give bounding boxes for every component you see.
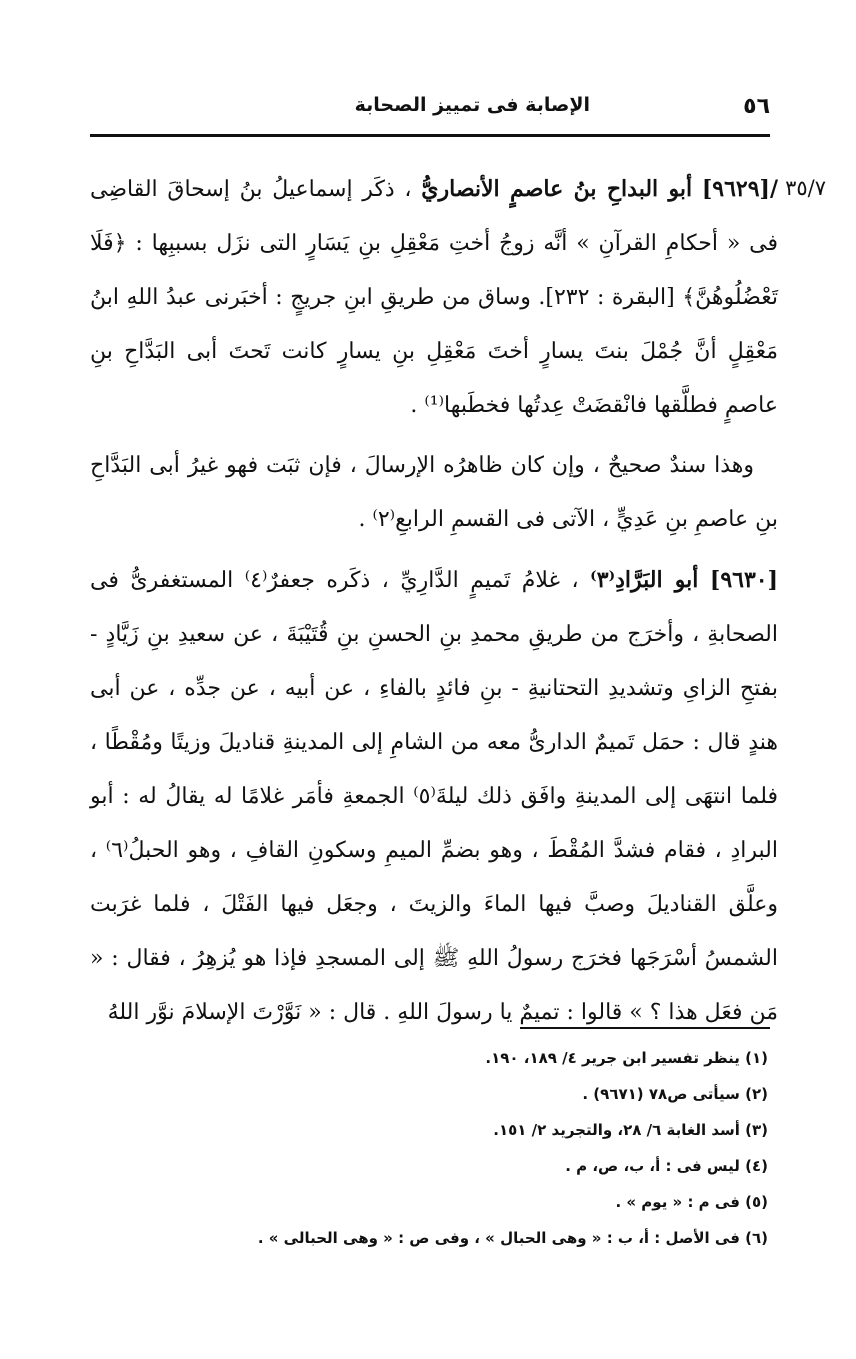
entry-name: أبو البداحِ بنُ عاصمٍ الأنصاريُّ (421, 176, 693, 202)
footnote: (٢) سيأتى ص٧٨ (٩٦٧١) . (582, 1085, 768, 1103)
entry-9629-comment: وهذا سندٌ صحيحٌ ، وإن كان ظاهرُه الإرسالَ ، فإن ثبَت فهو غيرُ أبى البَدَّاحِ بنِ عاصمِ بنِ عَدِيٍّ ، الآتى فى القسمِ الرابعِ⁽٢⁾ . (90, 453, 778, 532)
footnote: (٤) ليس فى : أ، ب، ص، م . (565, 1157, 768, 1175)
entry-number: [٩٦٣٠] (709, 567, 778, 593)
entry-number: /[٩٦٢٩] (701, 176, 778, 202)
header-rule (90, 134, 770, 137)
footnotes (90, 1040, 768, 1256)
footnote-rule (520, 1027, 770, 1029)
footnote: (٥) فى م : « يوم » . (615, 1193, 768, 1211)
page-number: ٥٦ (743, 94, 770, 119)
entry-9629-paragraph (90, 162, 778, 433)
main-text (90, 162, 778, 1046)
entry-text: ، غلامُ تَميمٍ الدَّارِيِّ ، ذكَره جعفرٌ⁽٤⁾ المستغفرىُّ فى الصحابةِ ، وأخرَج من طريقِ محمدِ بنِ الحسنِ بنِ قُتَيْبَةَ ، عن سعيدِ بنِ زَيَّادٍ - بفتحِ الزاىِ وتشديدِ التحتانيةِ - بنِ فائدٍ بالفاءِ ، عن أبيه ، عن جدِّه ، عن أبى هندٍ قال : حمَل تَميمٌ الدارىُّ معه من الشامِ إلى المدينةِ قناديلَ وزيتًا ومُقْطًا ، فلما انتهَى إلى المدينةِ وافَق ذلك ليلةَ⁽٥⁾ الجمعةِ فأمَر غلامًا له يقالُ له : أبو البرادِ ، فقام فشدَّ المُقْطَ ، وهو بضمِّ الميمِ وسكونِ القافِ ، وهو الحبلُ⁽٦⁾ ، وعلَّق القناديلَ وصبَّ فيها الماءَ والزيتَ ، وجعَل فيها الفَتْلَ ، فلما غرَبت الشمسُ أسْرَجَها فخرَج رسولُ اللهِ ﷺ إلى المسجدِ فإذا هو يُزهِرُ ، فقال : « مَن فعَل هذا ؟ » قالوا : تميمٌ يا رسولَ اللهِ . قال : « نَوَّرْتَ الإسلامَ نوَّر اللهُ (90, 568, 779, 1025)
entry-9630-paragraph (90, 553, 778, 1040)
footnote: (١) ينظر تفسير ابن جرير ٤/ ١٨٩، ١٩٠. (485, 1049, 768, 1067)
margin-reference: ٣٥/٧ (785, 176, 826, 200)
footnote: (٣) أسد الغابة ٦/ ٢٨، والتجريد ٢/ ١٥١. (493, 1121, 768, 1139)
page-header (90, 88, 770, 128)
entry-name: أبو البَرَّادِ⁽٣⁾ (590, 567, 699, 593)
footnote: (٦) فى الأصل : أ، ب : « وهى الحبال » ، وفى ص : « وهى الحبالى » . (257, 1229, 768, 1247)
running-title: الإصابة فى تمييز الصحابة (354, 94, 590, 116)
entry-text: ، ذكَر إسماعيلُ بنُ إسحاقَ القاضِى فى « أحكامِ القرآنِ » أنَّه زوجُ أختِ مَعْقِلِ بنِ يَسَارٍ التى نزَل بسببِها : ﴿فَلَا تَعْضُلُوهُنَّ﴾ [البقرة : ٢٣٢]. وساق من طريقِ ابنِ جريجٍ : أخبَرنى عبدُ اللهِ ابنُ مَعْقِلٍ أنَّ جُمْلَ بنتَ يسارٍ أختَ مَعْقِلِ بنِ يسارٍ كانت تَحتَ أبى البَدَّاحِ بنِ عاصمٍ فطلَّقها فانْقضَتْ عِدتُها فخطَبها⁽¹⁾ . (90, 177, 778, 418)
